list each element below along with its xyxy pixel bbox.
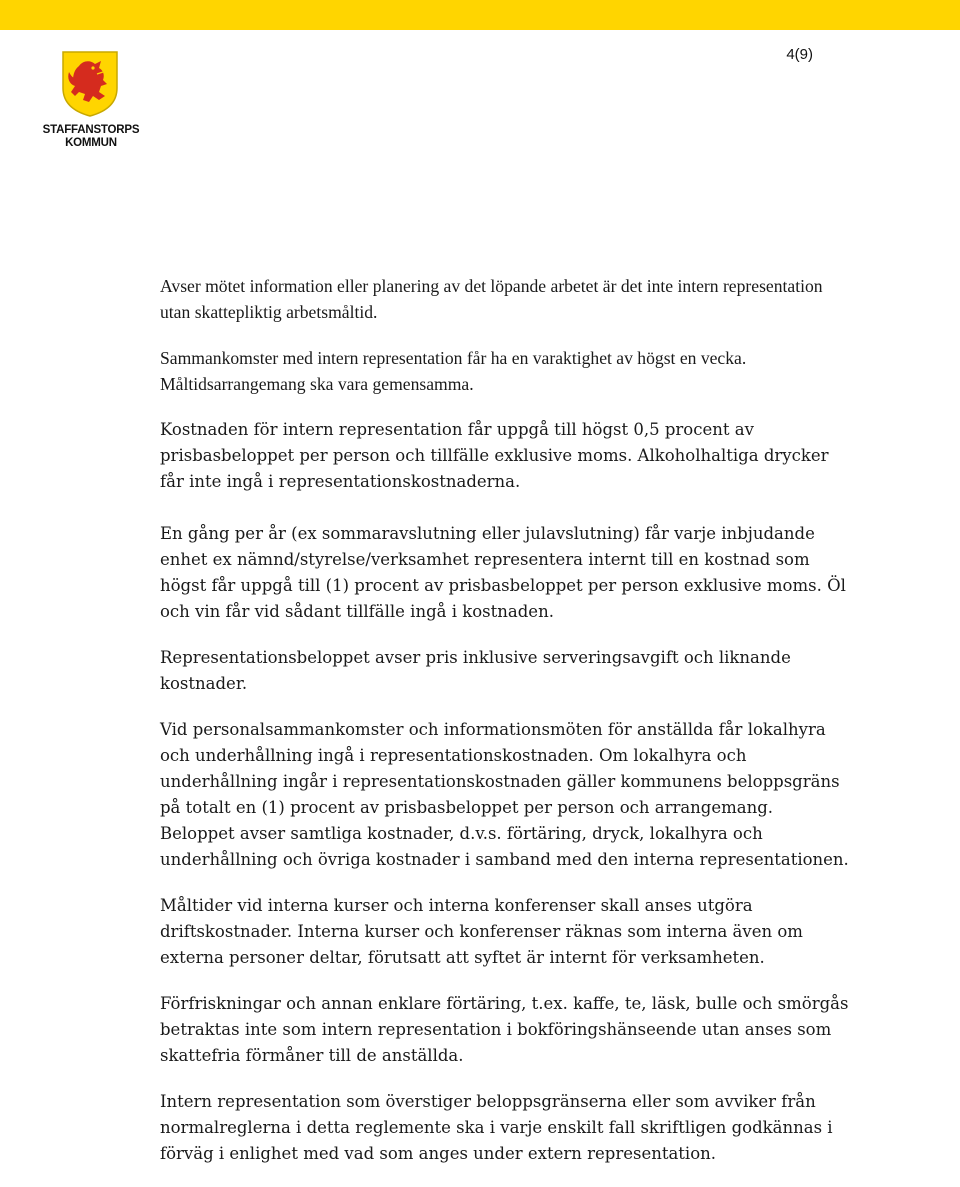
paragraph-3: Kostnaden för intern representation får uppgå till högst 0,5 procent av prisbasbeloppet per person och tillfälle exklusive moms. Alkoholhaltiga drycker får inte ingå i representationskostnaderna. [160, 420, 829, 491]
paragraph-9: Intern representation som överstiger beloppsgränserna eller som avviker från normalreglerna i detta reglemente ska i varje enskilt fall skriftligen godkännas i förväg i enlighet med vad som anges under extern representation. [160, 1092, 833, 1163]
paragraph-7: Måltider vid interna kurser och interna konferenser skall anses utgöra driftskostnader. Interna kurser och konferenser räknas som interna även om externa personer deltar, förutsatt att syftet är internt för verksamheten. [160, 896, 803, 967]
paragraph-5: Representationsbeloppet avser pris inklusive serveringsavgift och liknande kostnader. [160, 648, 791, 693]
paragraph-4: En gång per år (ex sommaravslutning eller julavslutning) får varje inbjudande enhet ex nämnd/styrelse/verksamhet representera internt till en kostnad som högst får uppgå till (1) procent av prisbasbeloppet per person exklusive moms. Öl och vin får vid sådant tillfälle ingå i kostnaden. [160, 524, 846, 621]
document-body [160, 273, 850, 1187]
municipality-logo [40, 50, 142, 150]
shield-lion-icon [61, 50, 119, 118]
page-number: 4(9) [786, 46, 813, 63]
paragraph-1: Avser mötet information eller planering av det löpande arbetet är det inte intern representation utan skattepliktig arbetsmåltid. [160, 276, 823, 322]
top-color-bar [0, 0, 960, 30]
logo-wordmark [40, 124, 142, 150]
paragraph-2: Sammankomster med intern representation får ha en varaktighet av högst en vecka. Måltidsarrangemang ska vara gemensamma. [160, 348, 747, 394]
paragraph-6: Vid personalsammankomster och informationsmöten för anställda får lokalhyra och underhållning ingå i representationskostnaden. Om lokalhyra och underhållning ingår i representationskostnaden gäller kommunens beloppsgräns på totalt en (1) procent av prisbasbeloppet per person och arrangemang. Beloppet avser samtliga kostnader, d.v.s. förtäring, dryck, lokalhyra och underhållning och övriga kostnader i samband med den interna representationen. [160, 720, 849, 869]
logo-line-2: KOMMUN [65, 137, 117, 149]
paragraph-8: Förfriskningar och annan enklare förtäring, t.ex. kaffe, te, läsk, bulle och smörgås betraktas inte som intern representation i bokföringshänseende utan anses som skattefria förmåner till de anställda. [160, 994, 849, 1065]
logo-line-1: STAFFANSTORPS [42, 124, 140, 136]
